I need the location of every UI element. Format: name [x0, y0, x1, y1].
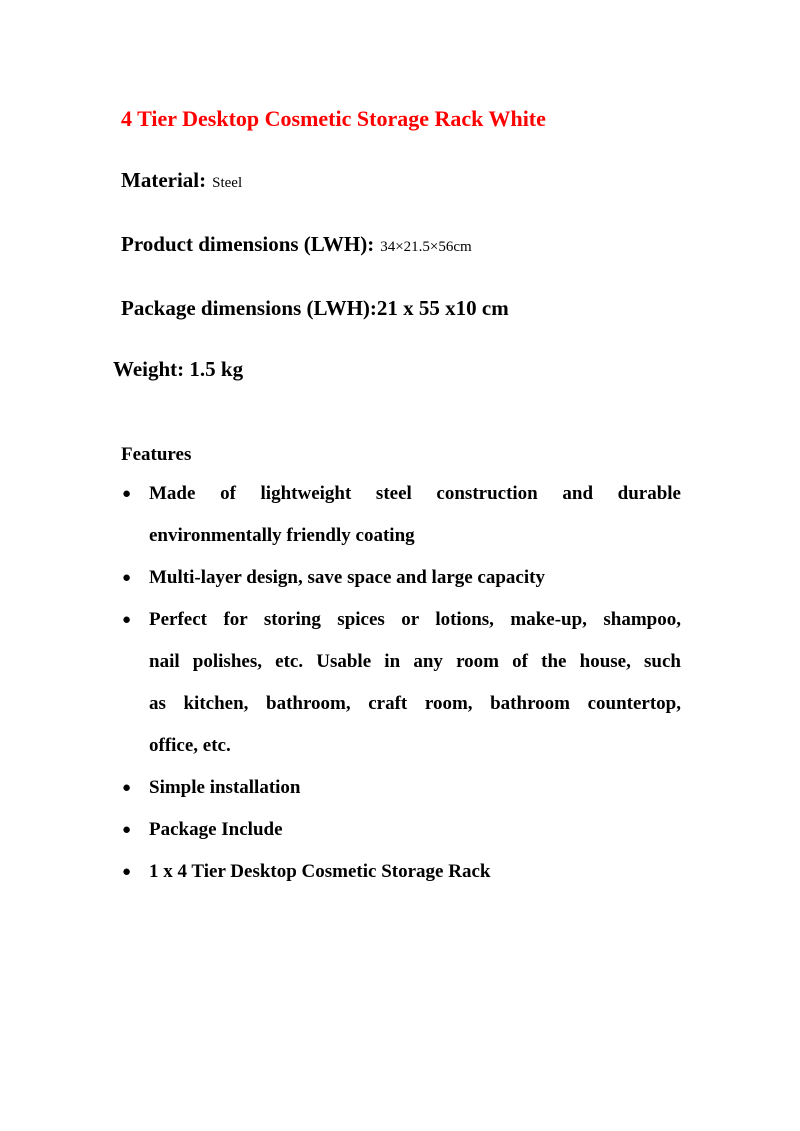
bullet-icon: ● [122, 570, 132, 586]
feature-text-line: Made of lightweight steel construction and durable [149, 483, 681, 504]
feature-item-multilayer [121, 557, 681, 599]
bullet-icon: ● [122, 780, 132, 796]
spec-package-dimensions [121, 296, 681, 321]
bullet-icon: ● [122, 612, 132, 628]
feature-text-line: as kitchen, bathroom, craft room, bathroom countertop, [149, 693, 681, 714]
bullet-icon: ● [122, 486, 132, 502]
feature-item-storage-uses [121, 599, 681, 767]
feature-text-line: Perfect for storing spices or lotions, make-up, shampoo, [149, 609, 681, 630]
features-heading: Features [121, 444, 192, 465]
spec-material [121, 168, 681, 196]
feature-item-installation [121, 767, 681, 809]
feature-text-line: Package Include [149, 819, 283, 840]
feature-text-line: environmentally friendly coating [149, 525, 415, 546]
spec-product-dimensions-label: Product dimensions (LWH): [121, 232, 375, 256]
spec-material-value: Steel [212, 175, 243, 191]
spec-package-dimensions-label: Package dimensions (LWH):21 x 55 x10 cm [121, 296, 509, 320]
feature-text-line: nail polishes, etc. Usable in any room of the house, such [149, 651, 681, 672]
feature-list [121, 473, 681, 893]
feature-text-line: Multi-layer design, save space and large capacity [149, 567, 545, 588]
bullet-icon: ● [122, 822, 132, 838]
feature-text-line: 1 x 4 Tier Desktop Cosmetic Storage Rack [149, 861, 491, 882]
spec-weight-label: Weight: 1.5 kg [113, 357, 244, 381]
spec-weight [113, 357, 681, 382]
spec-product-dimensions [121, 232, 681, 260]
product-title: 4 Tier Desktop Cosmetic Storage Rack White [121, 106, 546, 131]
spec-material-label: Material: [121, 168, 207, 192]
feature-text-line: Simple installation [149, 777, 301, 798]
feature-item-package-include [121, 809, 681, 851]
bullet-icon: ● [122, 864, 132, 880]
spec-product-dimensions-value: 34×21.5×56cm [380, 239, 472, 255]
feature-text-line: office, etc. [149, 735, 231, 756]
feature-item-construction [121, 473, 681, 557]
feature-item-package-contents [121, 851, 681, 893]
document-content [113, 0, 681, 893]
